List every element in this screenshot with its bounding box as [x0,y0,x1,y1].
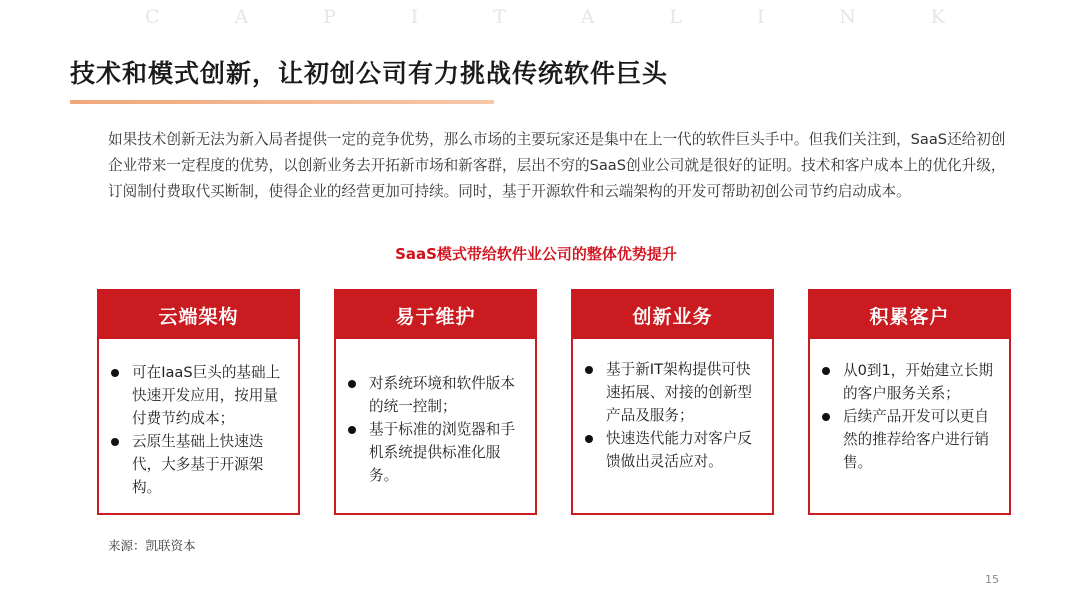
card-bullet: 基于标准的浏览器和手机系统提供标准化服务。 [336,418,527,487]
card-title: 云端架构 [99,291,298,339]
page-title: 技术和模式创新，让初创公司有力挑战传统软件巨头 [70,59,669,88]
intro-paragraph: 如果技术创新无法为新入局者提供一定的竞争优势，那么市场的主要玩家还是集中在上一代的软件巨头手中。但我们关注到，SaaS还给初创企业带来一定程度的优势，以创新业务去开拓新市场和新客群，层出不穷的SaaS创业公司就是很好的证明。技术和客户成本上的优化升级，订阅制付费取代买断制，使得企业的经营更加可持续。同时，基于开源软件和云端架构的开发可帮助初创公司节约启动成本。 [108,131,1006,200]
card-bullet-list [99,361,298,499]
watermark-letter: I [756,6,765,28]
card-innovative-business [571,289,774,515]
card-bullet: 基于新IT架构提供可快速拓展、对接的创新型产品及服务； [573,358,764,427]
card-bullet-list [336,372,535,487]
watermark-letter: I [410,6,419,28]
card-customer-accumulation [808,289,1011,515]
card-bullet: 从0到1，开始建立长期的客户服务关系； [810,359,1001,405]
title-underline [70,100,494,104]
capitalink-watermark [145,6,945,28]
card-bullet-list [810,359,1009,474]
watermark-letter: N [839,6,856,28]
watermark-letter: C [145,6,160,28]
watermark-letter: K [930,6,945,28]
card-bullet: 云原生基础上快速迭代，大多基于开源架构。 [99,430,290,499]
watermark-letter: T [493,6,506,28]
watermark-letter: A [580,6,595,28]
card-bullet: 可在IaaS巨头的基础上快速开发应用，按用量付费节约成本； [99,361,290,430]
card-bullet: 对系统环境和软件版本的统一控制； [336,372,527,418]
card-bullet-list [573,358,772,473]
source-note: 来源：凯联资本 [108,538,196,553]
card-title: 创新业务 [573,291,772,339]
watermark-letter: A [234,6,249,28]
card-title: 易于维护 [336,291,535,339]
watermark-letter: P [323,6,336,28]
section-subtitle: SaaS模式带给软件业公司的整体优势提升 [395,245,677,263]
card-title: 积累客户 [810,291,1009,339]
card-cloud-architecture [97,289,300,515]
card-bullet: 后续产品开发可以更自然的推荐给客户进行销售。 [810,405,1001,474]
card-easy-maintenance [334,289,537,515]
watermark-letter: L [669,6,682,28]
card-bullet: 快速迭代能力对客户反馈做出灵活应对。 [573,427,764,473]
page-number: 15 [985,573,999,586]
